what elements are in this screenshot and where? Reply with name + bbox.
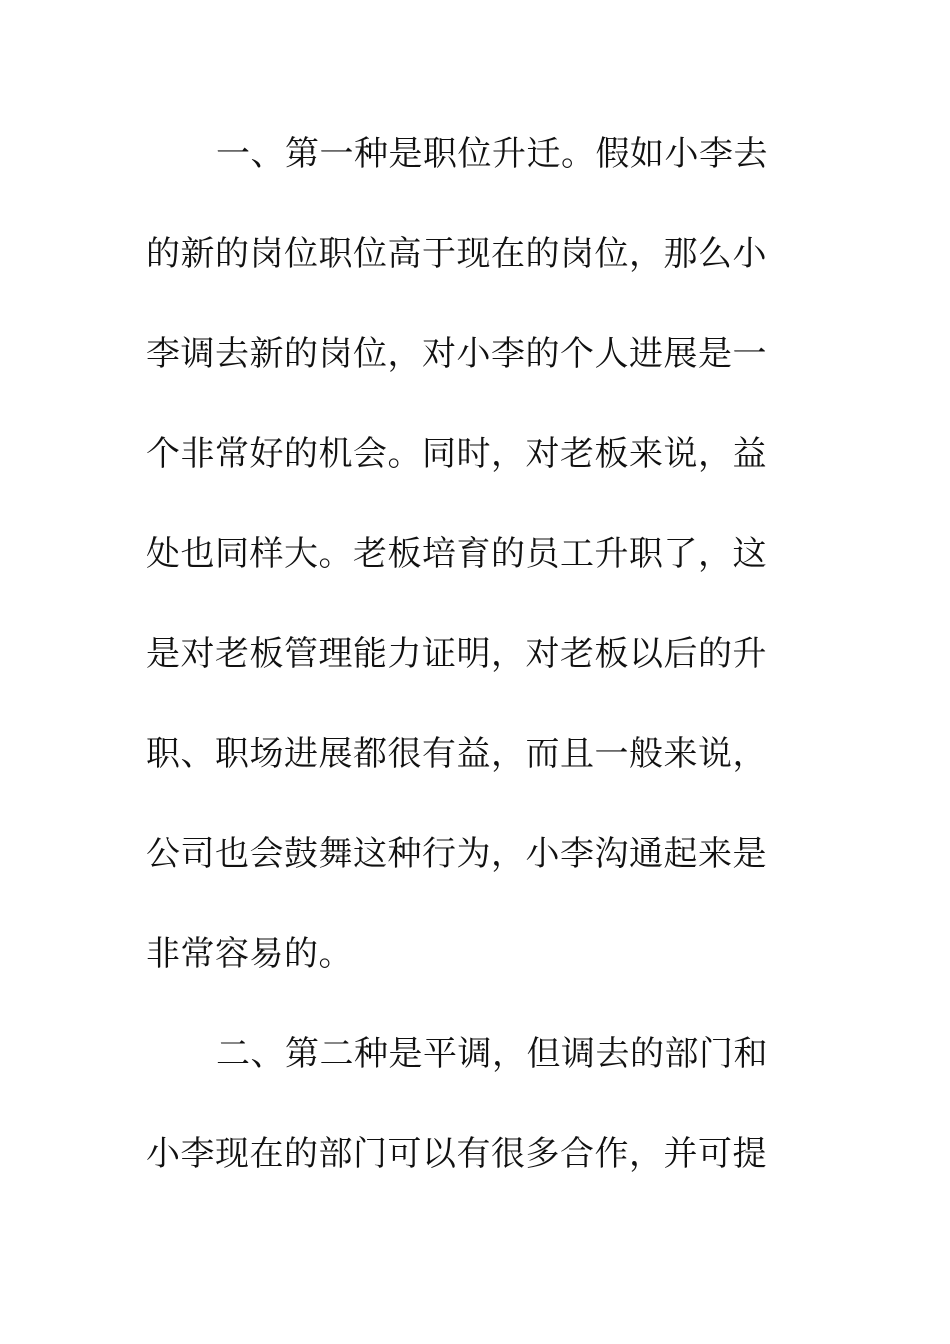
paragraph-line: 的新的岗位职位高于现在的岗位，那么小	[146, 234, 767, 274]
paragraph-line: 处也同样大。老板培育的员工升职了，这	[146, 534, 767, 574]
paragraph-line: 二、第二种是平调，但调去的部门和	[216, 1034, 768, 1074]
paragraph-line: 个非常好的机会。同时，对老板来说，益	[146, 434, 767, 474]
paragraph-transfer	[146, 1004, 778, 1204]
paragraph-line: 一、第一种是职位升迁。假如小李去	[216, 134, 768, 174]
paragraph-line: 李调去新的岗位，对小李的个人进展是一	[146, 334, 767, 374]
paragraph-promotion	[146, 104, 778, 1004]
paragraph-line: 职、职场进展都很有益，而且一般来说，	[146, 734, 767, 774]
paragraph-line: 小李现在的部门可以有很多合作，并可提	[146, 1134, 767, 1174]
paragraph-line: 公司也会鼓舞这种行为，小李沟通起来是	[146, 834, 767, 874]
paragraph-line: 是对老板管理能力证明，对老板以后的升	[146, 634, 767, 674]
paragraph-line: 非常容易的。	[146, 934, 353, 974]
